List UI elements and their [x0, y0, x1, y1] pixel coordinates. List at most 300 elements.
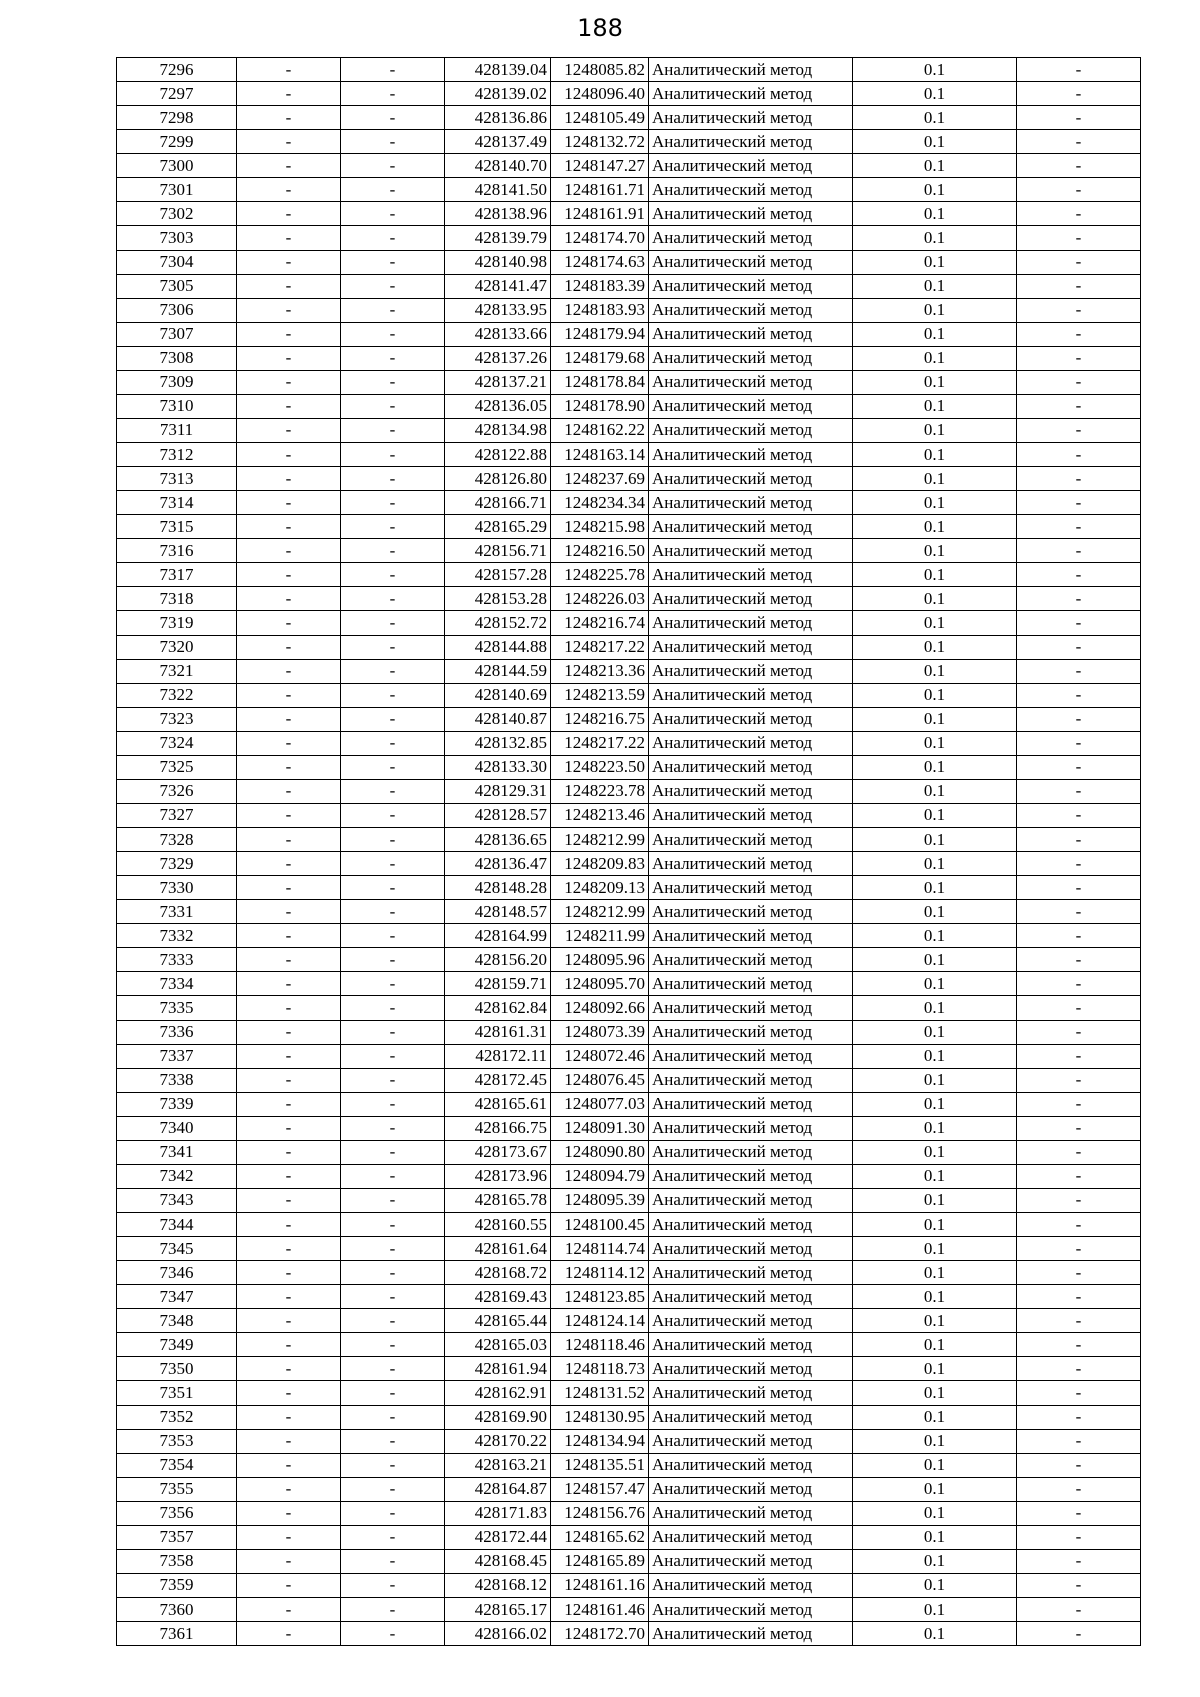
- method-cell: Аналитический метод: [649, 1622, 853, 1646]
- empty-value-cell: -: [1017, 1044, 1141, 1068]
- method-cell: Аналитический метод: [649, 1525, 853, 1549]
- table-row: [117, 924, 1141, 948]
- table-row: [117, 731, 1141, 755]
- table-row: [117, 491, 1141, 515]
- method-cell: Аналитический метод: [649, 394, 853, 418]
- empty-value-cell: -: [237, 563, 341, 587]
- empty-value-cell: -: [1017, 130, 1141, 154]
- point-number-cell: 7317: [117, 563, 237, 587]
- empty-value-cell: -: [1017, 1405, 1141, 1429]
- point-number-cell: 7328: [117, 828, 237, 852]
- method-cell: Аналитический метод: [649, 539, 853, 563]
- point-number-cell: 7350: [117, 1357, 237, 1381]
- empty-value-cell: -: [1017, 1525, 1141, 1549]
- point-number-cell: 7330: [117, 876, 237, 900]
- empty-value-cell: -: [237, 1573, 341, 1597]
- method-cell: Аналитический метод: [649, 226, 853, 250]
- empty-value-cell: -: [237, 683, 341, 707]
- empty-value-cell: -: [341, 1525, 445, 1549]
- x-coordinate-cell: 428172.45: [445, 1068, 551, 1092]
- empty-value-cell: -: [341, 298, 445, 322]
- accuracy-cell: 0.1: [853, 202, 1017, 226]
- table-row: [117, 322, 1141, 346]
- y-coordinate-cell: 1248217.22: [551, 731, 649, 755]
- empty-value-cell: -: [341, 539, 445, 563]
- table-row: [117, 467, 1141, 491]
- y-coordinate-cell: 1248174.70: [551, 226, 649, 250]
- empty-value-cell: -: [1017, 828, 1141, 852]
- empty-value-cell: -: [341, 1020, 445, 1044]
- empty-value-cell: -: [237, 1261, 341, 1285]
- point-number-cell: 7298: [117, 106, 237, 130]
- accuracy-cell: 0.1: [853, 370, 1017, 394]
- empty-value-cell: -: [1017, 731, 1141, 755]
- empty-value-cell: -: [1017, 1573, 1141, 1597]
- method-cell: Аналитический метод: [649, 779, 853, 803]
- empty-value-cell: -: [237, 1333, 341, 1357]
- empty-value-cell: -: [1017, 443, 1141, 467]
- method-cell: Аналитический метод: [649, 1549, 853, 1573]
- x-coordinate-cell: 428132.85: [445, 731, 551, 755]
- table-row: [117, 1622, 1141, 1646]
- empty-value-cell: -: [237, 346, 341, 370]
- empty-value-cell: -: [341, 250, 445, 274]
- y-coordinate-cell: 1248085.82: [551, 58, 649, 82]
- empty-value-cell: -: [1017, 803, 1141, 827]
- x-coordinate-cell: 428153.28: [445, 587, 551, 611]
- table-row: [117, 1525, 1141, 1549]
- accuracy-cell: 0.1: [853, 1020, 1017, 1044]
- empty-value-cell: -: [1017, 467, 1141, 491]
- empty-value-cell: -: [341, 1309, 445, 1333]
- table-row: [117, 58, 1141, 82]
- empty-value-cell: -: [341, 876, 445, 900]
- y-coordinate-cell: 1248165.62: [551, 1525, 649, 1549]
- accuracy-cell: 0.1: [853, 250, 1017, 274]
- table-row: [117, 226, 1141, 250]
- method-cell: Аналитический метод: [649, 82, 853, 106]
- method-cell: Аналитический метод: [649, 948, 853, 972]
- y-coordinate-cell: 1248124.14: [551, 1309, 649, 1333]
- accuracy-cell: 0.1: [853, 635, 1017, 659]
- empty-value-cell: -: [341, 659, 445, 683]
- empty-value-cell: -: [1017, 274, 1141, 298]
- empty-value-cell: -: [1017, 924, 1141, 948]
- accuracy-cell: 0.1: [853, 515, 1017, 539]
- empty-value-cell: -: [341, 1598, 445, 1622]
- method-cell: Аналитический метод: [649, 443, 853, 467]
- accuracy-cell: 0.1: [853, 1405, 1017, 1429]
- x-coordinate-cell: 428129.31: [445, 779, 551, 803]
- x-coordinate-cell: 428162.84: [445, 996, 551, 1020]
- x-coordinate-cell: 428140.69: [445, 683, 551, 707]
- empty-value-cell: -: [237, 1164, 341, 1188]
- table-row: [117, 250, 1141, 274]
- table-body: [117, 58, 1141, 1646]
- empty-value-cell: -: [237, 1188, 341, 1212]
- y-coordinate-cell: 1248217.22: [551, 635, 649, 659]
- point-number-cell: 7304: [117, 250, 237, 274]
- method-cell: Аналитический метод: [649, 1598, 853, 1622]
- x-coordinate-cell: 428157.28: [445, 563, 551, 587]
- empty-value-cell: -: [1017, 683, 1141, 707]
- empty-value-cell: -: [341, 322, 445, 346]
- table-row: [117, 178, 1141, 202]
- accuracy-cell: 0.1: [853, 1525, 1017, 1549]
- accuracy-cell: 0.1: [853, 1140, 1017, 1164]
- empty-value-cell: -: [1017, 779, 1141, 803]
- method-cell: Аналитический метод: [649, 731, 853, 755]
- empty-value-cell: -: [1017, 322, 1141, 346]
- point-number-cell: 7320: [117, 635, 237, 659]
- empty-value-cell: -: [341, 418, 445, 442]
- y-coordinate-cell: 1248161.91: [551, 202, 649, 226]
- accuracy-cell: 0.1: [853, 1092, 1017, 1116]
- x-coordinate-cell: 428122.88: [445, 443, 551, 467]
- empty-value-cell: -: [237, 1453, 341, 1477]
- empty-value-cell: -: [237, 924, 341, 948]
- accuracy-cell: 0.1: [853, 683, 1017, 707]
- point-number-cell: 7315: [117, 515, 237, 539]
- point-number-cell: 7306: [117, 298, 237, 322]
- method-cell: Аналитический метод: [649, 58, 853, 82]
- table-row: [117, 154, 1141, 178]
- empty-value-cell: -: [1017, 1116, 1141, 1140]
- point-number-cell: 7336: [117, 1020, 237, 1044]
- accuracy-cell: 0.1: [853, 1598, 1017, 1622]
- method-cell: Аналитический метод: [649, 418, 853, 442]
- table-row: [117, 443, 1141, 467]
- empty-value-cell: -: [341, 130, 445, 154]
- point-number-cell: 7325: [117, 755, 237, 779]
- table-row: [117, 611, 1141, 635]
- method-cell: Аналитический метод: [649, 1213, 853, 1237]
- empty-value-cell: -: [1017, 1092, 1141, 1116]
- accuracy-cell: 0.1: [853, 1429, 1017, 1453]
- accuracy-cell: 0.1: [853, 1285, 1017, 1309]
- empty-value-cell: -: [1017, 1164, 1141, 1188]
- accuracy-cell: 0.1: [853, 1549, 1017, 1573]
- accuracy-cell: 0.1: [853, 1333, 1017, 1357]
- x-coordinate-cell: 428141.47: [445, 274, 551, 298]
- empty-value-cell: -: [341, 828, 445, 852]
- table-row: [117, 1598, 1141, 1622]
- empty-value-cell: -: [1017, 972, 1141, 996]
- table-row: [117, 563, 1141, 587]
- table-row: [117, 1020, 1141, 1044]
- y-coordinate-cell: 1248118.46: [551, 1333, 649, 1357]
- point-number-cell: 7356: [117, 1501, 237, 1525]
- point-number-cell: 7339: [117, 1092, 237, 1116]
- table-row: [117, 1429, 1141, 1453]
- accuracy-cell: 0.1: [853, 443, 1017, 467]
- accuracy-cell: 0.1: [853, 274, 1017, 298]
- point-number-cell: 7303: [117, 226, 237, 250]
- empty-value-cell: -: [1017, 1140, 1141, 1164]
- point-number-cell: 7333: [117, 948, 237, 972]
- empty-value-cell: -: [341, 515, 445, 539]
- method-cell: Аналитический метод: [649, 1285, 853, 1309]
- method-cell: Аналитический метод: [649, 1477, 853, 1501]
- accuracy-cell: 0.1: [853, 178, 1017, 202]
- empty-value-cell: -: [1017, 900, 1141, 924]
- method-cell: Аналитический метод: [649, 996, 853, 1020]
- method-cell: Аналитический метод: [649, 346, 853, 370]
- accuracy-cell: 0.1: [853, 1116, 1017, 1140]
- point-number-cell: 7346: [117, 1261, 237, 1285]
- x-coordinate-cell: 428170.22: [445, 1429, 551, 1453]
- y-coordinate-cell: 1248118.73: [551, 1357, 649, 1381]
- empty-value-cell: -: [1017, 1237, 1141, 1261]
- x-coordinate-cell: 428136.65: [445, 828, 551, 852]
- accuracy-cell: 0.1: [853, 876, 1017, 900]
- empty-value-cell: -: [341, 154, 445, 178]
- table-row: [117, 755, 1141, 779]
- x-coordinate-cell: 428169.43: [445, 1285, 551, 1309]
- y-coordinate-cell: 1248105.49: [551, 106, 649, 130]
- method-cell: Аналитический метод: [649, 1261, 853, 1285]
- x-coordinate-cell: 428140.70: [445, 154, 551, 178]
- point-number-cell: 7305: [117, 274, 237, 298]
- point-number-cell: 7326: [117, 779, 237, 803]
- method-cell: Аналитический метод: [649, 1357, 853, 1381]
- accuracy-cell: 0.1: [853, 1573, 1017, 1597]
- empty-value-cell: -: [237, 322, 341, 346]
- empty-value-cell: -: [1017, 1477, 1141, 1501]
- y-coordinate-cell: 1248114.74: [551, 1237, 649, 1261]
- empty-value-cell: -: [341, 948, 445, 972]
- empty-value-cell: -: [1017, 394, 1141, 418]
- y-coordinate-cell: 1248237.69: [551, 467, 649, 491]
- point-number-cell: 7342: [117, 1164, 237, 1188]
- y-coordinate-cell: 1248076.45: [551, 1068, 649, 1092]
- empty-value-cell: -: [237, 1116, 341, 1140]
- empty-value-cell: -: [341, 1453, 445, 1477]
- accuracy-cell: 0.1: [853, 924, 1017, 948]
- accuracy-cell: 0.1: [853, 226, 1017, 250]
- table-row: [117, 659, 1141, 683]
- accuracy-cell: 0.1: [853, 900, 1017, 924]
- empty-value-cell: -: [237, 900, 341, 924]
- empty-value-cell: -: [237, 852, 341, 876]
- empty-value-cell: -: [237, 659, 341, 683]
- accuracy-cell: 0.1: [853, 418, 1017, 442]
- point-number-cell: 7359: [117, 1573, 237, 1597]
- method-cell: Аналитический метод: [649, 1164, 853, 1188]
- empty-value-cell: -: [237, 948, 341, 972]
- empty-value-cell: -: [341, 852, 445, 876]
- empty-value-cell: -: [341, 1164, 445, 1188]
- table-row: [117, 515, 1141, 539]
- empty-value-cell: -: [237, 611, 341, 635]
- accuracy-cell: 0.1: [853, 1213, 1017, 1237]
- x-coordinate-cell: 428156.20: [445, 948, 551, 972]
- x-coordinate-cell: 428134.98: [445, 418, 551, 442]
- table-row: [117, 106, 1141, 130]
- y-coordinate-cell: 1248223.78: [551, 779, 649, 803]
- x-coordinate-cell: 428171.83: [445, 1501, 551, 1525]
- empty-value-cell: -: [1017, 539, 1141, 563]
- accuracy-cell: 0.1: [853, 1164, 1017, 1188]
- y-coordinate-cell: 1248123.85: [551, 1285, 649, 1309]
- point-number-cell: 7348: [117, 1309, 237, 1333]
- y-coordinate-cell: 1248183.39: [551, 274, 649, 298]
- empty-value-cell: -: [237, 707, 341, 731]
- empty-value-cell: -: [341, 683, 445, 707]
- method-cell: Аналитический метод: [649, 274, 853, 298]
- empty-value-cell: -: [341, 1477, 445, 1501]
- method-cell: Аналитический метод: [649, 611, 853, 635]
- accuracy-cell: 0.1: [853, 394, 1017, 418]
- y-coordinate-cell: 1248095.96: [551, 948, 649, 972]
- accuracy-cell: 0.1: [853, 1357, 1017, 1381]
- y-coordinate-cell: 1248212.99: [551, 900, 649, 924]
- empty-value-cell: -: [1017, 635, 1141, 659]
- empty-value-cell: -: [341, 1140, 445, 1164]
- accuracy-cell: 0.1: [853, 731, 1017, 755]
- table-row: [117, 298, 1141, 322]
- point-number-cell: 7360: [117, 1598, 237, 1622]
- table-row: [117, 130, 1141, 154]
- point-number-cell: 7309: [117, 370, 237, 394]
- y-coordinate-cell: 1248147.27: [551, 154, 649, 178]
- empty-value-cell: -: [341, 106, 445, 130]
- point-number-cell: 7334: [117, 972, 237, 996]
- y-coordinate-cell: 1248216.74: [551, 611, 649, 635]
- method-cell: Аналитический метод: [649, 876, 853, 900]
- empty-value-cell: -: [1017, 491, 1141, 515]
- point-number-cell: 7318: [117, 587, 237, 611]
- accuracy-cell: 0.1: [853, 948, 1017, 972]
- empty-value-cell: -: [237, 1549, 341, 1573]
- empty-value-cell: -: [341, 1622, 445, 1646]
- x-coordinate-cell: 428139.04: [445, 58, 551, 82]
- accuracy-cell: 0.1: [853, 587, 1017, 611]
- point-number-cell: 7313: [117, 467, 237, 491]
- empty-value-cell: -: [1017, 1429, 1141, 1453]
- point-number-cell: 7343: [117, 1188, 237, 1212]
- table-row: [117, 1573, 1141, 1597]
- y-coordinate-cell: 1248095.70: [551, 972, 649, 996]
- y-coordinate-cell: 1248094.79: [551, 1164, 649, 1188]
- point-number-cell: 7335: [117, 996, 237, 1020]
- y-coordinate-cell: 1248174.63: [551, 250, 649, 274]
- empty-value-cell: -: [341, 202, 445, 226]
- empty-value-cell: -: [237, 178, 341, 202]
- method-cell: Аналитический метод: [649, 370, 853, 394]
- empty-value-cell: -: [341, 587, 445, 611]
- y-coordinate-cell: 1248162.22: [551, 418, 649, 442]
- y-coordinate-cell: 1248072.46: [551, 1044, 649, 1068]
- method-cell: Аналитический метод: [649, 1381, 853, 1405]
- table-row: [117, 803, 1141, 827]
- y-coordinate-cell: 1248135.51: [551, 1453, 649, 1477]
- y-coordinate-cell: 1248156.76: [551, 1501, 649, 1525]
- y-coordinate-cell: 1248216.50: [551, 539, 649, 563]
- y-coordinate-cell: 1248163.14: [551, 443, 649, 467]
- y-coordinate-cell: 1248183.93: [551, 298, 649, 322]
- table-row: [117, 828, 1141, 852]
- method-cell: Аналитический метод: [649, 659, 853, 683]
- empty-value-cell: -: [341, 924, 445, 948]
- point-number-cell: 7316: [117, 539, 237, 563]
- empty-value-cell: -: [237, 996, 341, 1020]
- table-row: [117, 1188, 1141, 1212]
- x-coordinate-cell: 428165.44: [445, 1309, 551, 1333]
- method-cell: Аналитический метод: [649, 1188, 853, 1212]
- method-cell: Аналитический метод: [649, 1237, 853, 1261]
- empty-value-cell: -: [1017, 1213, 1141, 1237]
- accuracy-cell: 0.1: [853, 322, 1017, 346]
- method-cell: Аналитический метод: [649, 587, 853, 611]
- empty-value-cell: -: [237, 202, 341, 226]
- x-coordinate-cell: 428156.71: [445, 539, 551, 563]
- y-coordinate-cell: 1248130.95: [551, 1405, 649, 1429]
- point-number-cell: 7307: [117, 322, 237, 346]
- point-number-cell: 7327: [117, 803, 237, 827]
- point-number-cell: 7323: [117, 707, 237, 731]
- empty-value-cell: -: [237, 1068, 341, 1092]
- accuracy-cell: 0.1: [853, 1237, 1017, 1261]
- table-row: [117, 1116, 1141, 1140]
- table-row: [117, 852, 1141, 876]
- empty-value-cell: -: [1017, 250, 1141, 274]
- method-cell: Аналитический метод: [649, 154, 853, 178]
- empty-value-cell: -: [1017, 563, 1141, 587]
- empty-value-cell: -: [341, 1188, 445, 1212]
- accuracy-cell: 0.1: [853, 1477, 1017, 1501]
- accuracy-cell: 0.1: [853, 106, 1017, 130]
- empty-value-cell: -: [237, 1525, 341, 1549]
- empty-value-cell: -: [1017, 154, 1141, 178]
- method-cell: Аналитический метод: [649, 828, 853, 852]
- accuracy-cell: 0.1: [853, 1622, 1017, 1646]
- point-number-cell: 7341: [117, 1140, 237, 1164]
- y-coordinate-cell: 1248209.83: [551, 852, 649, 876]
- empty-value-cell: -: [237, 298, 341, 322]
- point-number-cell: 7351: [117, 1381, 237, 1405]
- x-coordinate-cell: 428164.99: [445, 924, 551, 948]
- empty-value-cell: -: [1017, 106, 1141, 130]
- accuracy-cell: 0.1: [853, 82, 1017, 106]
- y-coordinate-cell: 1248077.03: [551, 1092, 649, 1116]
- table-row: [117, 1092, 1141, 1116]
- empty-value-cell: -: [341, 394, 445, 418]
- empty-value-cell: -: [237, 803, 341, 827]
- method-cell: Аналитический метод: [649, 1501, 853, 1525]
- y-coordinate-cell: 1248161.16: [551, 1573, 649, 1597]
- empty-value-cell: -: [237, 443, 341, 467]
- empty-value-cell: -: [237, 1477, 341, 1501]
- y-coordinate-cell: 1248114.12: [551, 1261, 649, 1285]
- point-number-cell: 7322: [117, 683, 237, 707]
- empty-value-cell: -: [341, 1116, 445, 1140]
- empty-value-cell: -: [237, 467, 341, 491]
- y-coordinate-cell: 1248213.46: [551, 803, 649, 827]
- point-number-cell: 7296: [117, 58, 237, 82]
- empty-value-cell: -: [341, 467, 445, 491]
- empty-value-cell: -: [237, 491, 341, 515]
- accuracy-cell: 0.1: [853, 1044, 1017, 1068]
- empty-value-cell: -: [237, 1405, 341, 1429]
- point-number-cell: 7329: [117, 852, 237, 876]
- empty-value-cell: -: [1017, 1068, 1141, 1092]
- empty-value-cell: -: [1017, 1453, 1141, 1477]
- x-coordinate-cell: 428138.96: [445, 202, 551, 226]
- point-number-cell: 7355: [117, 1477, 237, 1501]
- empty-value-cell: -: [341, 1213, 445, 1237]
- empty-value-cell: -: [341, 178, 445, 202]
